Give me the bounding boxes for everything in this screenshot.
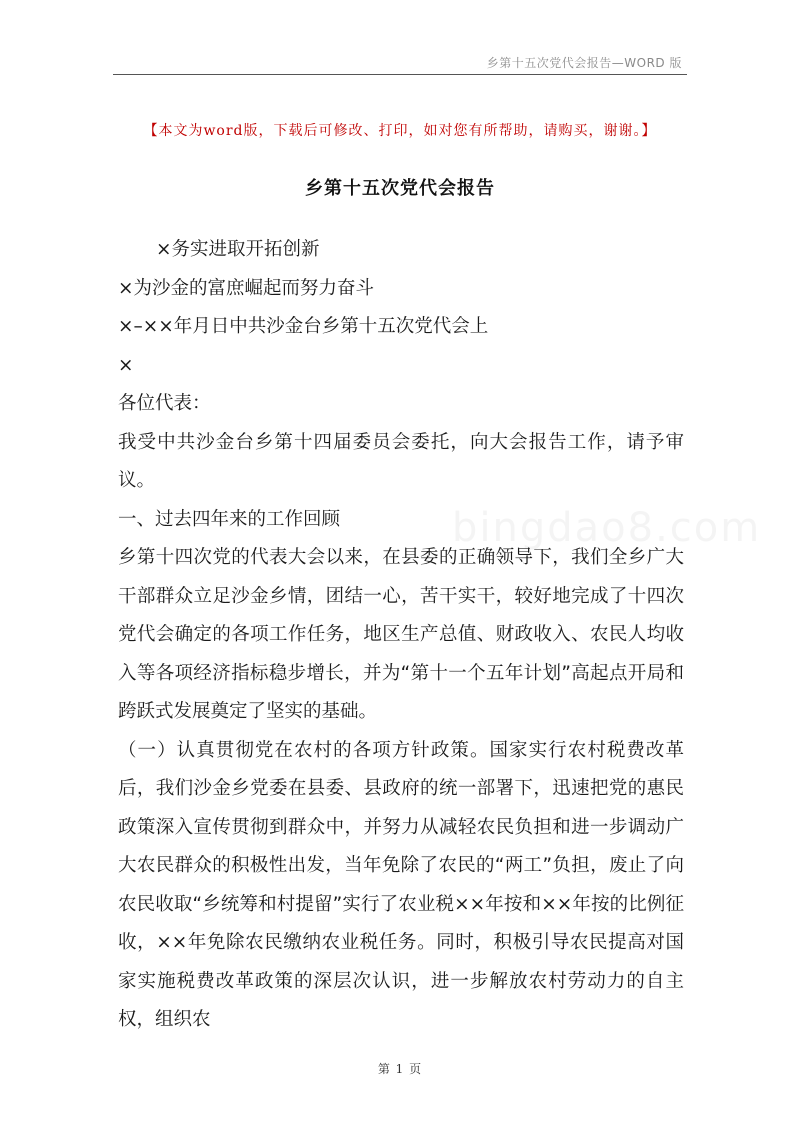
page-number: 第 1 页 xyxy=(377,1062,423,1076)
policy-paragraph: （一）认真贯彻党在农村的各项方针政策。国家实行农村税费改革后，我们沙金乡党委在县委、县政府的统一部署下，迅速把党的惠民政策深入宣传贯彻到群众中，并努力从减轻农民负担和进一步调动广大农民群众的积极性出发，当年免除了农民的“两工”负担，废止了向农民收取“乡统筹和村提留”实行了农业税××年按和××年按的比例征收，××年免除农民缴纳农业税任务。同时，积极引导农民提高对国家实施税费改革政策的深层次认识，进一步解放农村劳动力的自主权，组织农 xyxy=(118,739,684,1030)
salutation: 各位代表： xyxy=(118,393,211,414)
section-heading: 一、过去四年来的工作回顾 xyxy=(118,508,341,530)
document-body xyxy=(118,231,684,1040)
placeholder-line: × xyxy=(118,354,134,376)
subtitle-line-2: ×为沙金的富庶崛起而努力奋斗 xyxy=(118,277,375,299)
opening-paragraph: 我受中共沙金台乡第十四届委员会委托，向大会报告工作，请予审议。 xyxy=(118,431,684,491)
subtitle-line-1: ×务实进取开拓创新 xyxy=(156,239,320,260)
purchase-notice: 【本文为word版，下载后可修改、打印，如对您有所帮助，请购买，谢谢。】 xyxy=(143,123,657,139)
review-paragraph: 乡第十四次党的代表大会以来，在县委的正确领导下，我们全乡广大干部群众立足沙金乡情，团结一心，苦干实干，较好地完成了十四次党代会确定的各项工作任务，地区生产总值、财政收入、农民人均收入等各项经济指标稳步增长，并为“第十一个五年计划”高起点开局和跨跃式发展奠定了坚实的基础。 xyxy=(118,547,684,722)
running-header: 乡第十五次党代会报告—WORD 版 xyxy=(486,56,682,70)
date-line: ×–××年月日中共沙金台乡第十五次党代会上 xyxy=(118,316,489,337)
header-divider xyxy=(113,74,687,75)
document-title: 乡第十五次党代会报告 xyxy=(305,178,495,199)
watermark-text: bingdao8.com xyxy=(452,505,762,551)
